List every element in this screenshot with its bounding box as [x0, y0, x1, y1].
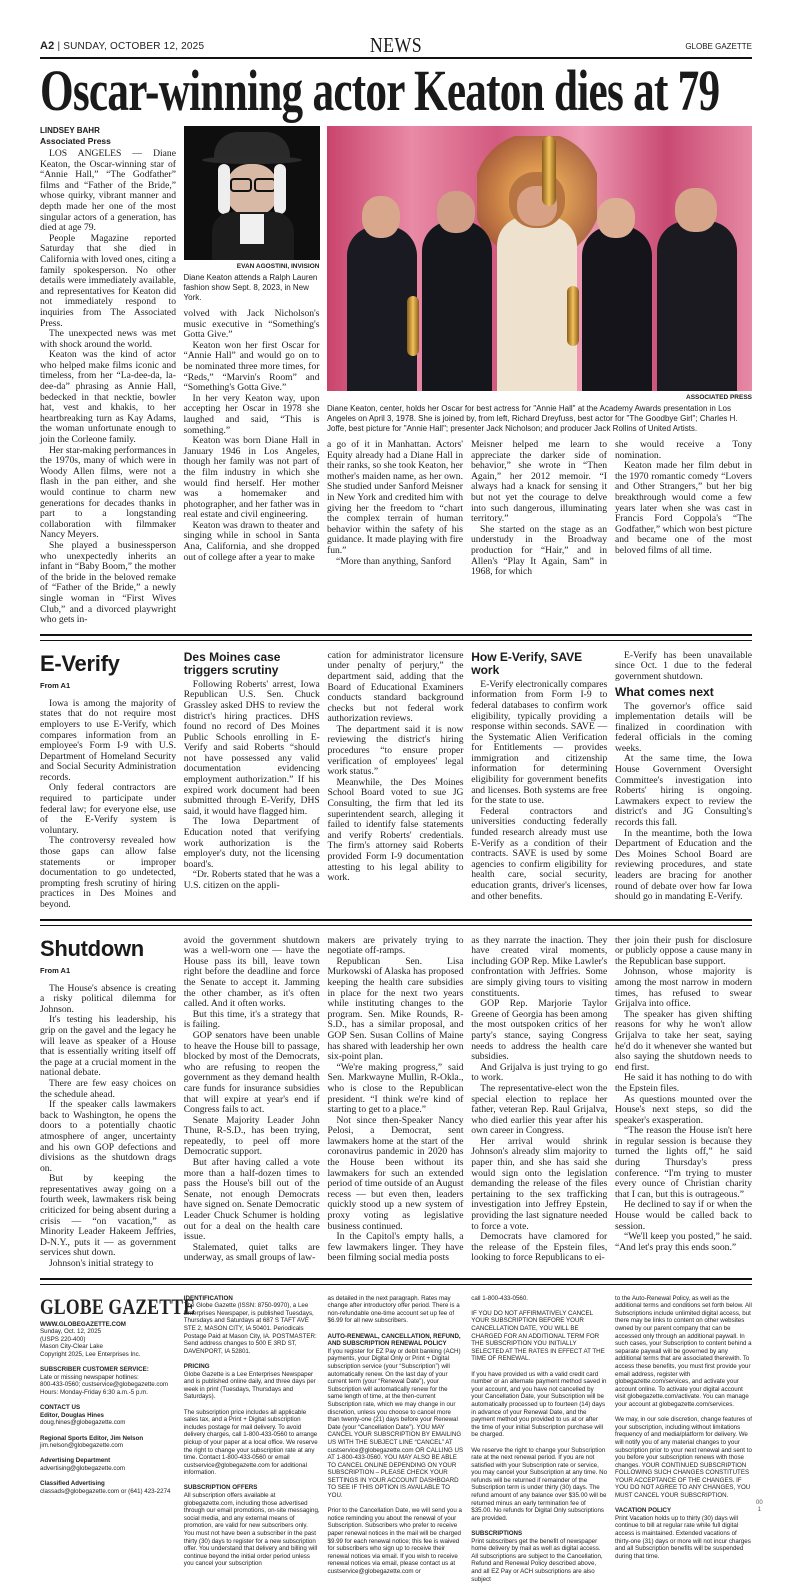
paragraph: “Dr. Roberts stated that he was a U.S. citizen on the appli- — [183, 869, 320, 891]
footer — [40, 1295, 752, 1591]
paragraph: The controversy revealed how those gaps can allow false statements or improper documentation to go undetected, prompting fresh scrutiny of hiring practices in Des Moines and beyond. — [40, 835, 176, 910]
footer-text: jim.nelson@globegazette.com — [40, 1442, 123, 1450]
paragraph: Keaton made her film debut in the 1970 romantic comedy “Lovers and Other Strangers,” but her big breakthrough would come a few years later when she was cast in Francis Ford Coppola's “The Godfather,” which won best picture and became one of the most beloved films of all time. — [615, 460, 752, 556]
story-column-1 — [40, 126, 176, 626]
paragraph: GOP Rep. Marjorie Taylor Greene of Georgia has been among the most outspoken critics of her party's stance, saying Congress needs to address the health care subsidies. — [471, 998, 608, 1063]
paragraph: The Iowa Department of Education noted that verifying work authorization is the employer's duty, not the licensing board's. — [183, 816, 320, 870]
footer-block — [184, 1484, 320, 1568]
paragraph: Iowa is among the majority of states that do not require most employers to use E-Verify, which compares information from an employee's Form I-9 with U.S. Department of Homeland Security and Social Security Administration records. — [40, 697, 176, 783]
paragraph: The speaker has given shifting reasons for why he won't allow Grijalva to take her seat, saying he'd do it whenever she wanted but also saying the shutdown needs to end first. — [615, 1008, 752, 1073]
paragraph: Senate Majority Leader John Thune, R-S.D., has been trying, repeatedly, to peel off more Democratic support. — [183, 1114, 320, 1158]
paragraph: But after having called a vote more than a half-dozen times to pass the House's bill out of the Senate, not enough Democrats have signed on. Senate Democratic Leader Chuck Schumer is holding out for a deal on the health care issue. — [183, 1157, 320, 1243]
paragraph: Democrats have clamored for the release of the Epstein files, looking to force Republicans to ei- — [471, 1231, 608, 1264]
footer-text: Globe Gazette is a Lee Enterprises Newspaper and is published online daily, and three days per week in print (Tuesdays, Thursdays and Saturdays). — [183, 1370, 316, 1401]
paragraph: She played a businessperson who unexpectedly inherits an infant in “Baby Boom,” the mother of the bride in the beloved remake of “Father of the Bride,” a newly single woman in “First Wives Club,” and a divorced playwright who gets in- — [40, 539, 176, 626]
subhead: Des Moines case triggers scrutiny — [183, 649, 281, 677]
paragraph: Federal contractors and universities conducting federally funded research already must use E-Verify as a condition of their contracts. SAVE is used by some agencies to confirm eligibility for health care, social security, education grants, driver's licenses, and other benefits. — [471, 805, 608, 902]
footer-text: Prior to the Cancellation Date, we will send you a notice reminding you about the renewal of your Subscription. Subscribers who prefer to receive paper renewal notices in the mail will be charged $9.99 for each renewal notice; this fee is waived for subscribers who sign up to receive their renewal notices via email. If you wish to receive renewal notices via email, please contact us at custservice@globegazette.com or — [327, 1507, 462, 1575]
footer-heading: AUTO-RENEWAL, CANCELLATION, REFUND, AND SUBSCRIPTION RENEWAL POLICY — [327, 1332, 461, 1348]
footer-heading: CONTACT US Editor, Douglas Hines — [40, 1404, 104, 1419]
byline: LINDSEY BAHR — [40, 126, 100, 135]
paragraph: In the Capitol's empty halls, a few lawmakers linger. They have been filming social media posts — [327, 1231, 464, 1264]
paragraph: Following Roberts' arrest, Iowa Republican U.S. Sen. Chuck Grassley asked DHS to review the district's hiring practices. DHS found no record of Des Moines Public Schools enrolling in E-Verify and said Roberts “should not have possessed any valid documentation evidencing employment authorization.” If his expired work document had been submitted through E-Verify, DHS said, it would have flagged him. — [183, 678, 320, 817]
paragraph: Keaton was drawn to theater and singing while in school in Santa Ana, California, and she dropped out of college after a year to make — [183, 519, 320, 563]
story-column-5 — [615, 440, 752, 557]
footer-block — [184, 1295, 320, 1356]
paragraph: But this time, it's a strategy that is failing. — [183, 1008, 320, 1031]
paragraph: avoid the government shutdown was a well-worn one — have the House pass its bill, leave town right before the deadline and force the Senate to accept it. Jamming the other chamber, as it's often called. And it often works. — [183, 934, 320, 1010]
group-photo-and-columns — [327, 126, 752, 578]
paragraph: There are few easy choices on the schedule ahead. — [40, 1077, 176, 1100]
footer-block — [40, 1480, 176, 1495]
footer-heading: Classified Advertising — [40, 1480, 105, 1488]
paragraph: “The reason the House isn't here in regular session is because they turned the lights off,” he said during Thursday's press conference. “I'm trying to muster every ounce of Christian charity that I can, but this is outrageous.” — [615, 1125, 752, 1200]
story-columns-3-5 — [327, 440, 752, 578]
story-column-1 — [40, 936, 176, 1270]
footer-renewal-policy — [328, 1295, 464, 1584]
footer-text: advertising@globegazette.com — [40, 1464, 126, 1472]
paragraph: As questions mounted over the House's next steps, so did the speaker's exasperation. — [615, 1093, 752, 1126]
footer-heading: WWW.GLOBEGAZETTE.COM — [40, 1320, 126, 1328]
footer-block — [40, 1321, 176, 1359]
section-divider — [40, 919, 752, 926]
footer-subscription-terms — [615, 1295, 752, 1568]
story-column-3 — [328, 936, 464, 1264]
keaton-story — [40, 126, 752, 626]
portrait-and-column-2 — [184, 126, 320, 563]
footer-text: as detailed in the next paragraph. Rates may change after introductory offer period. There is a non-refundable one-time account set up fee of $6.99 for all new subscribers. — [327, 1294, 460, 1325]
footer-text: We may, in our sole discretion, change features of your subscription, including without limitations frequency of and media/platform for delivery. We will notify you of any material changes to your subscription prior to your next renewal and sent to you before your subscription renews with those changes. YOUR CONTINUED SUBSCRIPTION FOLLOWING SUCH CHANGES CONSTITUTES YOUR ACCEPTANCE OF THE CHANGES. IF YOU DO NOT AGREE TO ANY CHANGES, YOU MUST CANCEL YOUR SUBSCRIPTION. — [615, 1416, 752, 1500]
footer-heading: SUBSCRIPTION OFFERS — [183, 1484, 258, 1492]
oscars-group-photo — [327, 126, 752, 391]
story-column-5 — [615, 936, 752, 1254]
paragraph: In the meantime, both the Iowa Department of Education and the Des Moines School Board are reviewing procedures, and state leaders are bracing for another round of debate over how far Iowa should go in mandating E-Verify. — [615, 827, 752, 903]
paragraph: If the speaker calls lawmakers back to Washington, he opens the doors to a potentially chaotic atmosphere of anger, uncertainty and his own GOP defections and divisions as the shutdown drags on. — [40, 1099, 176, 1174]
paragraph: LOS ANGELES — Diane Keaton, the Oscar-winning star of “Annie Hall,” “The Godfather” films and “Father of the Bride,” whose quirky, vibrant manner and depth made her one of the most singular actors of a generation, has died at age 79. — [40, 148, 176, 234]
story-column-2 — [184, 651, 320, 892]
footer-text: The subscription price includes all applicable sales tax, and a Print + Digital subscription includes postage for mail delivery. To avoid delivery charges, call 1-800-433-0560 to arrange pickup of your paper at a local office. We reserve the right to change your subscription rate at any time. Contact 1-800-433-0560 or email custservice@globegazette.com for additional information. — [183, 1408, 318, 1477]
footer-text: classads@globegazette.com or (641) 423-2274 — [40, 1487, 171, 1495]
paragraph: People Magazine reported Saturday that she died in California with loved ones, citing a family spokesperson. No other details were immediately available, and representatives for Keaton did not immediately respond to inquiries from The Associated Press. — [40, 232, 176, 329]
footer-heading: SUBSCRIPTIONS — [471, 1530, 523, 1538]
paragraph: Meanwhile, the Des Moines School Board voted to sue JG Consulting, the firm that led its superintendent search, alleging it failed to identify false statements and verify Roberts' credentials. The firm's attorney said Roberts provided Form I-9 documentation attesting to his legal ability to work. — [327, 776, 464, 884]
story-column-5 — [615, 651, 752, 903]
paragraph: cation for administrator licensure under penalty of perjury,” the department said, adding that the Board of Educational Examiners conducts standard background checks but not federal work authorization reviews. — [327, 649, 464, 725]
section-name: NEWS — [369, 33, 423, 57]
subhead: What comes next — [615, 684, 714, 699]
footer-block — [184, 1409, 320, 1477]
paragraph: The department said it is now reviewing the district's hiring procedures “to ensure proper verification of employees' legal work status.” — [327, 723, 464, 778]
paragraph: Meisner helped me learn to appreciate the darker side of behavior,” she wrote in “Then Again,” her 2012 memoir. “I always had a knack for sensing it but not yet the courage to delve into such dangerous, illuminating territory.” — [471, 439, 607, 525]
page-code: 00 1 — [756, 1500, 763, 1513]
paragraph: He said it has nothing to do with the Epstein files. — [615, 1072, 752, 1094]
section-divider — [40, 634, 752, 641]
footer-text: We reserve the right to change your Subscription rate at the next renewal period. If you are not satisfied with your Subscription rate or service, you may cancel your Subscription at any time. No refunds will be returned if remainder of the Subscription term is under thirty (30) days. The refund amount of any balance over $35.00 will be returned minus an early termination fee of $35.00. No refunds for Digital Only subscriptions are provided. — [471, 1446, 608, 1522]
footer-text: to the Auto-Renewal Policy, as well as the additional terms and conditions set forth below. All Subscriptions include unlimited digital access, but there may be links to content on other websites owned by our parent company that can be accessed only through an additional paywall. In such cases, your Subscription to content behind a separate paywall will be governed by any additional terms that are associated therewith. To access these benefits, you must first provide your email address, register with globegazette.com/services, and activate your account online. To activate your digital account visit globegazette.com/activate. You can manage your account at globegazette.com/services. — [615, 1294, 752, 1408]
paragraph: She started on the stage as an understudy in the Broadway production for “Hair,” and in Allen's “Play It Again, Sam” in 1968, for which — [471, 523, 607, 578]
paragraph: The unexpected news was met with shock around the world. — [40, 328, 176, 350]
paragraph: It's testing his leadership, his grip on the gavel and the legacy he will leave as speaker of a House that is essentially writing itself off the page at a crucial moment in the national debate. — [40, 1014, 176, 1079]
story-column-1 — [40, 651, 176, 911]
footer-block — [40, 1457, 176, 1472]
page-number: A2 — [40, 40, 55, 52]
headline: Oscar-winning actor Keaton dies at 79 — [40, 58, 720, 123]
footer-block — [471, 1447, 607, 1523]
footer-text: Print subscribers get the benefit of newspaper home delivery by mail as well as digital access. All subscriptions are subject to the Cancellation, Refund and Renewal Policy described above, and all EZ Pay or ACH subscriptions are also subject — [471, 1537, 603, 1583]
footer-heading: PRICING — [183, 1362, 210, 1370]
paragraph: makers are privately trying to negotiate off-ramps. — [327, 934, 464, 957]
footer-block — [471, 1295, 607, 1303]
footer-block — [615, 1416, 752, 1500]
section-title: E-Verify — [40, 650, 120, 676]
jump-label: From A1 — [40, 680, 71, 690]
footer-heading: Regional Sports Editor, Jim Nelson — [40, 1434, 144, 1442]
folio: A2 | SUNDAY, OCTOBER 12, 2025 — [40, 40, 205, 52]
footer-block — [471, 1371, 607, 1439]
footer-block — [615, 1507, 752, 1560]
footer-text: All subscription offers available at globegazette.com, including those advertised through our email promotions, on-site messaging, social media, and any external means of promotion, are valid for new subscribers only. You must not have been a subscriber in the past thirty (30) days to register for a new subscription offer. You understand that delivery and billing will continue beyond the initial order period unless you cancel your subscription — [183, 1492, 320, 1568]
footer-identification — [184, 1295, 320, 1576]
story-column-2 — [184, 309, 320, 563]
footer-text: Sunday, Oct. 12, 2025 (USPS 220-400) Mason City-Clear Lake Copyright 2025, Lee Enterprises Inc. — [40, 1328, 141, 1358]
footer-text: If you register for EZ Pay or debit banking (ACH) payments, your Digital Only or Print + Digital subscription service (your “Subscription”) will automatically renew. On the last day of your current term (your “Renewal Date”), your Subscription will automatically renew for the same length of time, at the then-current Subscription rate, which we may change in our discretion, unless you choose to cancel more than twenty-one (21) days before your Renewal Date (your “Cancellation Date”). YOU MAY CANCEL YOUR SUBSCRIPTION BY EMAILING US WITH THE SUBJECT LINE “CANCEL” AT custservice@globegazette.com OR CALLING US AT 1-800-433-0560. YOU MAY ALSO BE ABLE TO CANCEL ONLINE DEPENDING ON YOUR SUBSCRIPTION – PLEASE CHECK YOUR SETTINGS IN YOUR ACCOUNT DASHBOARD TO SEE IF THIS OPTION IS AVAILABLE TO YOU. — [327, 1347, 464, 1500]
footer-heading: SUBSCRIBER CUSTOMER SERVICE: — [40, 1366, 149, 1374]
story-column-4 — [471, 651, 607, 902]
photo-caption: Diane Keaton attends a Ralph Lauren fashion show Sept. 8, 2023, in New York. — [183, 273, 318, 302]
footer-text: doug.hines@globegazette.com — [40, 1419, 126, 1427]
paragraph: And Grijalva is just trying to go to work. — [471, 1061, 608, 1084]
paragraph: GOP senators have been unable to heave the House bill to passage, blocked by most of the Democrats, who are refusing to reopen the government as they demand health care funds for insurance subsidies that will expire at year's end if Congress fails to act. — [183, 1029, 320, 1116]
paragraph: volved with Jack Nicholson's music executive in “Something's Gotta Give.” — [183, 308, 320, 341]
footer-text: The Globe Gazette (ISSN: 8750-9970), a Lee Enterprises Newspaper, is published Tuesdays, Thursdays and Saturdays at 687 S TAFT AVE STE 2, MASON CITY, IA 50401. Periodicals Postage Paid at Mason City, IA. POSTMASTER: Send address changes to 500 E 3RD ST, DAVENPORT, IA 52801. — [183, 1302, 317, 1355]
paragraph: Only federal contractors are required to participate under federal law; for everyone else, use of the E-Verify system is voluntary. — [40, 782, 176, 836]
footer-text: If you have provided us with a valid credit card number or an alternate payment method saved in your account, and you have not cancelled by your Cancellation Date, your Subscription will be automatically processed up to fourteen (14) days in advance of your Renewal Date, and the payment method you provided to us at or after the time of your initial Subscription purchase will be charged. — [471, 1370, 607, 1439]
issue-date: SUNDAY, OCTOBER 12, 2025 — [63, 41, 205, 52]
paragraph: “More than anything, Sanford — [336, 555, 452, 567]
footer-text: Late or missing newspaper hotlines: 800-433-0560; custservice@globegazette.com Hours: Monday-Friday 6:30 a.m.-5 p.m. — [40, 1373, 169, 1396]
footer-block — [40, 1435, 176, 1450]
paragraph: E-Verify electronically compares information from Form I-9 to federal databases to confirm work eligibility, typically providing a response within seconds. SAVE — the Systematic Alien Verification for Entitlements — provides immigration and citizenship information for determining eligibility for government benefits and licenses. Both systems are free for the state to use. — [471, 678, 608, 807]
section-divider — [40, 1278, 752, 1285]
footer-heading: IDENTIFICATION — [183, 1294, 233, 1302]
photo-caption: Diane Keaton, center, holds her Oscar for best actress for "Annie Hall" at the Academy Awards presentation in Los Angeles on April 3, 1978. She is joined by, from left, Richard Dreyfuss, best actor for "The Goodbye Girl"; Charles H. Joffe, best picture for "Annie Hall"; presenter Jack Nicholson; and producer Jack Rollins of United Artists. — [327, 404, 738, 433]
paragraph: In her very Keaton way, upon accepting her Oscar in 1978 she laughed and said, “This is something.” — [183, 392, 320, 436]
paragraph: ther join their push for disclosure or publicly oppose a cause many in the Republican base support. — [615, 934, 752, 967]
paragraph: Not since then-Speaker Nancy Pelosi, a Democrat, sent lawmakers home at the start of the coronavirus pandemic in 2020 has the House been without its lawmakers for such an extended period of time outside of an August recess — but even then, leaders quickly stood up a new system of proxy voting as legislative business continued. — [327, 1114, 464, 1232]
paragraph: Keaton was born Diane Hall in January 1946 in Los Angeles, though her family was not part of the film industry in which she would find herself. Her mother was a homemaker and photographer, and her father was in real estate and civil engineering. — [183, 435, 320, 521]
paragraph: Her star-making performances in the 1970s, many of which were in Woody Allen films, were not a flash in the pan either, and she would continue to charm new generations for decades thanks in part to a longstanding collaboration with filmmaker Nancy Meyers. — [40, 444, 176, 541]
paragraph: Keaton won her first Oscar for “Annie Hall” and would go on to be nominated three more times, for “Reds,” “Marvin's Room” and “Something's Gotta Give.” — [183, 339, 320, 394]
story-column-4 — [471, 440, 607, 578]
subhead: How E-Verify, SAVE work — [471, 649, 583, 677]
photo-credit: EVAN AGOSTINI, INVISION — [236, 263, 320, 270]
paragraph: The governor's office said implementation details will be finalized in coordination with federal officials in the coming weeks. — [615, 700, 752, 754]
footer-block — [328, 1333, 464, 1500]
footer-text: call 1-800-433-0560. — [471, 1294, 529, 1302]
footer-contacts — [40, 1293, 196, 1503]
section-title: Shutdown — [40, 935, 144, 961]
paragraph: The House's absence is creating a risky political dilemma for Johnson. — [40, 982, 176, 1015]
footer-text: Print Vacation holds up to thirty (30) days will continue to bill at regular rate while full digital access is maintained. Extended vacations of thirty-one (31) days or more will not incur charges and all Subscription benefits will be suspended during that time. — [615, 1514, 751, 1560]
footer-text: IF YOU DO NOT AFFIRMATIVELY CANCEL YOUR SUBSCRIPTION BEFORE YOUR CANCELLATION DATE, YOU WILL BE CHARGED FOR AN ADDITIONAL TERM FOR THE SUBSCRIPTION YOU INITIALLY SELECTED AT THE RATES IN EFFECT AT THE TIME OF RENEWAL. — [471, 1309, 605, 1363]
paragraph: Johnson, whose majority is among the most narrow in modern times, has refused to swear Grijalva into office. — [615, 966, 752, 1010]
footer-block — [471, 1310, 607, 1363]
paragraph: Stalemated, quiet talks are underway, as small groups of law- — [183, 1241, 320, 1264]
footer-block — [328, 1295, 464, 1325]
paragraph: Her arrival would shrink Johnson's already slim majority to paper thin, and she has said she would sign onto the legislation demanding the release of the files pertaining to the sex trafficking investigation into Jeffrey Epstein, providing the last signature needed to force a vote. — [471, 1135, 608, 1232]
byline-org: Associated Press — [40, 136, 111, 146]
footer-block — [40, 1404, 176, 1427]
paragraph: Republican Sen. Lisa Murkowski of Alaska has proposed keeping the health care subsidies in place for the next two years while instituting changes to the program. Sen. Mike Rounds, R-S.D., has a similar proposal, and GOP Sen. Susan Collins of Maine has shared with leadership her own six-point plan. — [327, 955, 464, 1063]
footer-block — [40, 1366, 176, 1396]
shutdown-story — [40, 936, 752, 1270]
keaton-portrait-photo — [184, 126, 320, 260]
paper-name: GLOBE GAZETTE — [685, 42, 752, 51]
footer-block — [328, 1507, 464, 1575]
paragraph: Johnson's initial strategy to — [49, 1258, 154, 1270]
story-column-3 — [327, 440, 463, 567]
paragraph: she would receive a Tony nomination. — [615, 439, 752, 461]
headline-container — [40, 58, 752, 126]
footer-block — [471, 1530, 607, 1583]
paragraph: Keaton was the kind of actor who helped make films iconic and timeless, from her “La-dee-da, la-dee-da” phrasing as Annie Hall, bedecked in that necktie, bowler hat, vest and khakis, to her heartbreaking turn as Kay Adams, the woman unfortunate enough to join the Corleone family. — [40, 349, 176, 446]
everify-story — [40, 651, 752, 911]
paragraph: E-Verify has been unavailable since Oct. 1 due to the federal government shutdown. — [615, 649, 752, 682]
paragraph: as they narrate the inaction. They have created viral moments, including GOP Rep. Mike Lawler's confrontation with Jeffries. Some are simply giving tours to visiting constituents. — [471, 934, 608, 999]
footer-block — [615, 1295, 752, 1409]
paragraph: The representative-elect won the special election to replace her father, veteran Rep. Raul Grijalva, who died earlier this year after his own career in Congress. — [471, 1082, 608, 1137]
paragraph: “We'll keep you posted,” he said. “And let's pray this ends soon.” — [615, 1231, 752, 1253]
paragraph: At the same time, the Iowa House Government Oversight Committee's investigation into Roberts' hiring is ongoing. Lawmakers expect to review the district's and JG Consulting's records this fall. — [615, 753, 752, 829]
story-column-2 — [184, 936, 320, 1264]
story-column-4 — [471, 936, 607, 1264]
footer-heading: VACATION POLICY — [615, 1507, 672, 1515]
masthead-logo: GLOBE GAZETTE — [40, 1293, 196, 1319]
jump-label: From A1 — [40, 965, 71, 975]
footer-refund-policy — [471, 1295, 607, 1591]
photo-credit: ASSOCIATED PRESS — [686, 394, 752, 401]
footer-block — [184, 1363, 320, 1401]
paragraph: a go of it in Manhattan. Actors' Equity already had a Diane Hall in their ranks, so she took Keaton, her mother's maiden name, as her own. She studied under Sanford Meisner in New York and credited him with giving her the freedom to “chart the complex terrain of human behavior within the safety of his guidance. It made playing with fire fun.” — [327, 439, 463, 556]
paragraph: But by keeping the representatives away going on a fourth week, lawmakers risk being criticized for being absent during a crisis — “on vacation,” as Minority Leader Hakeem Jeffries, D-N.Y., puts it — as government services shut down. — [40, 1173, 176, 1259]
story-column-3 — [328, 651, 464, 884]
paragraph: “We're making progress,” said Sen. Markwayne Mullin, R-Okla., who is close to the Republican president. “I think we're kind of starting to get to a place.” — [327, 1061, 464, 1116]
page-body — [40, 58, 752, 1591]
footer-heading: Advertising Department — [40, 1457, 111, 1465]
paragraph: He declined to say if or when the House would be called back to session. — [615, 1199, 752, 1232]
